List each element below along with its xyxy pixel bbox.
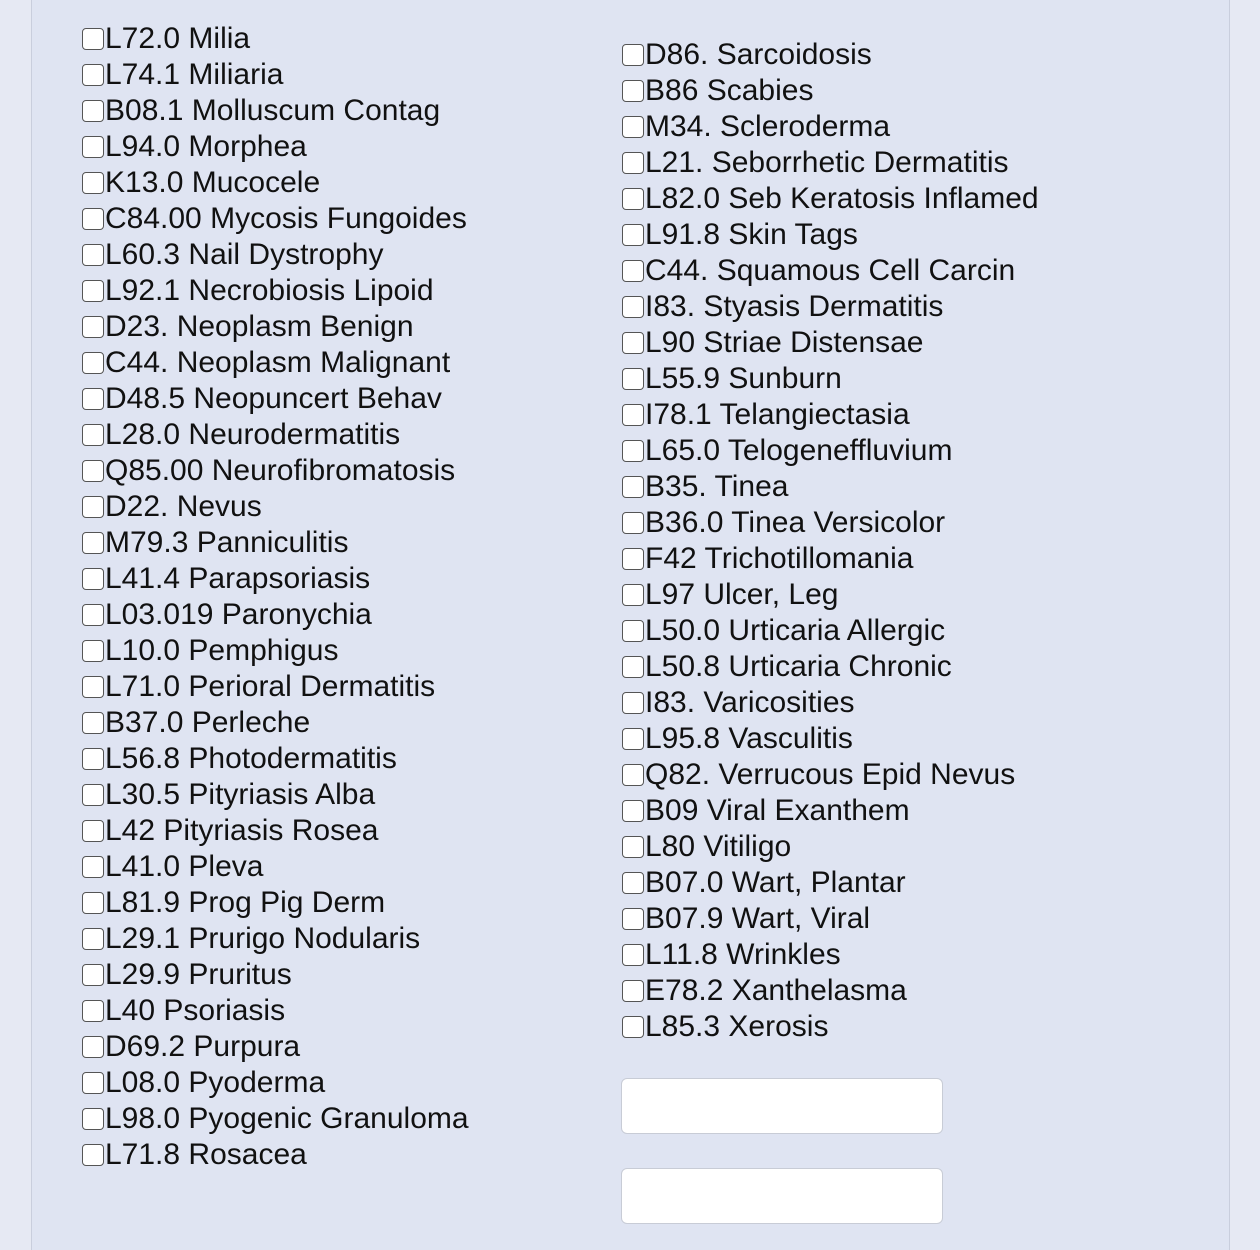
diagnosis-label: B36.0 Tinea Versicolor	[645, 506, 946, 539]
diagnosis-item[interactable]	[80, 1065, 469, 1101]
diagnosis-label: M79.3 Panniculitis	[105, 526, 349, 559]
diagnosis-checkbox[interactable]	[622, 224, 644, 246]
diagnosis-item[interactable]	[620, 577, 1039, 613]
diagnosis-checkbox[interactable]	[622, 368, 644, 390]
diagnosis-checkbox[interactable]	[622, 188, 644, 210]
diagnosis-label: L41.4 Parapsoriasis	[105, 562, 371, 595]
diagnosis-list-right	[620, 37, 1039, 1045]
diagnosis-label: L56.8 Photodermatitis	[105, 742, 397, 775]
diagnosis-checkbox[interactable]	[82, 820, 104, 842]
diagnosis-label: F42 Trichotillomania	[645, 542, 914, 575]
diagnosis-checkbox[interactable]	[622, 1016, 644, 1038]
diagnosis-checkbox[interactable]	[82, 1036, 104, 1058]
diagnosis-item[interactable]	[80, 201, 469, 237]
diagnosis-checkbox[interactable]	[622, 620, 644, 642]
diagnosis-item[interactable]	[620, 325, 1039, 361]
diagnosis-checkbox[interactable]	[82, 856, 104, 878]
diagnosis-label: D22. Nevus	[105, 490, 262, 523]
diagnosis-checkbox[interactable]	[82, 748, 104, 770]
diagnosis-checkbox[interactable]	[622, 296, 644, 318]
diagnosis-item[interactable]	[620, 541, 1039, 577]
diagnosis-label: K13.0 Mucocele	[105, 166, 321, 199]
diagnosis-item[interactable]	[80, 165, 469, 201]
diagnosis-checkbox[interactable]	[622, 800, 644, 822]
other-diagnosis-field-2[interactable]	[621, 1168, 943, 1224]
diagnosis-item[interactable]	[80, 129, 469, 165]
diagnosis-item[interactable]	[80, 813, 469, 849]
diagnosis-checkbox[interactable]	[82, 460, 104, 482]
diagnosis-label: L74.1 Miliaria	[105, 58, 284, 91]
diagnosis-label: L60.3 Nail Dystrophy	[105, 238, 384, 271]
diagnosis-checkbox[interactable]	[622, 728, 644, 750]
diagnosis-label: L50.0 Urticaria Allergic	[645, 614, 946, 647]
diagnosis-label: L97 Ulcer, Leg	[645, 578, 839, 611]
diagnosis-item[interactable]	[80, 849, 469, 885]
diagnosis-item[interactable]	[80, 705, 469, 741]
diagnosis-checkbox[interactable]	[82, 316, 104, 338]
diagnosis-item[interactable]	[620, 721, 1039, 757]
diagnosis-label: I78.1 Telangiectasia	[645, 398, 910, 431]
diagnosis-label: L92.1 Necrobiosis Lipoid	[105, 274, 434, 307]
diagnosis-label: L29.1 Prurigo Nodularis	[105, 922, 421, 955]
diagnosis-label: B07.9 Wart, Viral	[645, 902, 871, 935]
diagnosis-checkbox[interactable]	[622, 872, 644, 894]
diagnosis-item[interactable]	[620, 217, 1039, 253]
diagnosis-label: L98.0 Pyogenic Granuloma	[105, 1102, 469, 1135]
diagnosis-item[interactable]	[80, 309, 469, 345]
diagnosis-checkbox[interactable]	[82, 784, 104, 806]
diagnosis-item[interactable]	[80, 993, 469, 1029]
diagnosis-label: D86. Sarcoidosis	[645, 38, 872, 71]
diagnosis-checkbox[interactable]	[622, 404, 644, 426]
left-frame-border	[0, 0, 32, 1250]
diagnosis-label: B35. Tinea	[645, 470, 789, 503]
diagnosis-checkbox[interactable]	[622, 980, 644, 1002]
diagnosis-label: L65.0 Telogeneffluvium	[645, 434, 953, 467]
diagnosis-label: L91.8 Skin Tags	[645, 218, 858, 251]
diagnosis-item[interactable]	[80, 57, 469, 93]
diagnosis-checkbox[interactable]	[82, 1000, 104, 1022]
diagnosis-checkbox[interactable]	[82, 496, 104, 518]
diagnosis-checkbox[interactable]	[82, 136, 104, 158]
diagnosis-checkbox[interactable]	[82, 388, 104, 410]
diagnosis-item[interactable]	[620, 253, 1039, 289]
diagnosis-checkbox[interactable]	[82, 604, 104, 626]
diagnosis-checkbox[interactable]	[622, 944, 644, 966]
diagnosis-label: L71.0 Perioral Dermatitis	[105, 670, 436, 703]
diagnosis-label: M34. Scleroderma	[645, 110, 891, 143]
diagnosis-item[interactable]	[80, 957, 469, 993]
diagnosis-item[interactable]	[620, 181, 1039, 217]
diagnosis-item[interactable]	[80, 777, 469, 813]
diagnosis-item[interactable]	[620, 361, 1039, 397]
diagnosis-checkbox[interactable]	[622, 152, 644, 174]
diagnosis-checkbox[interactable]	[82, 424, 104, 446]
diagnosis-checkbox[interactable]	[82, 964, 104, 986]
diagnosis-item[interactable]	[80, 525, 469, 561]
diagnosis-checkbox[interactable]	[82, 172, 104, 194]
diagnosis-item[interactable]	[620, 973, 1039, 1009]
diagnosis-checkbox[interactable]	[622, 692, 644, 714]
diagnosis-item[interactable]	[620, 649, 1039, 685]
diagnosis-label: L42 Pityriasis Rosea	[105, 814, 379, 847]
diagnosis-checkbox[interactable]	[82, 208, 104, 230]
diagnosis-checkbox[interactable]	[622, 584, 644, 606]
diagnosis-item[interactable]	[80, 417, 469, 453]
diagnosis-label: L72.0 Milia	[105, 22, 251, 55]
diagnosis-checkbox[interactable]	[622, 80, 644, 102]
diagnosis-item[interactable]	[620, 37, 1039, 73]
diagnosis-checkbox[interactable]	[622, 44, 644, 66]
diagnosis-item[interactable]	[620, 757, 1039, 793]
diagnosis-checkbox[interactable]	[622, 332, 644, 354]
diagnosis-label: L95.8 Vasculitis	[645, 722, 853, 755]
diagnosis-item[interactable]	[620, 613, 1039, 649]
diagnosis-label: L08.0 Pyoderma	[105, 1066, 326, 1099]
diagnosis-item[interactable]	[80, 633, 469, 669]
right-frame-border	[1229, 0, 1260, 1250]
diagnosis-label: Q82. Verrucous Epid Nevus	[645, 758, 1016, 791]
diagnosis-label: L40 Psoriasis	[105, 994, 286, 1027]
diagnosis-label: B07.0 Wart, Plantar	[645, 866, 906, 899]
diagnosis-checkbox[interactable]	[82, 568, 104, 590]
diagnosis-item[interactable]	[80, 597, 469, 633]
diagnosis-item[interactable]	[80, 669, 469, 705]
diagnosis-checkbox[interactable]	[622, 764, 644, 786]
other-diagnosis-field-1[interactable]	[621, 1078, 943, 1134]
diagnosis-list-left	[80, 21, 469, 1173]
diagnosis-checkbox[interactable]	[622, 548, 644, 570]
diagnosis-checkbox[interactable]	[82, 712, 104, 734]
diagnosis-checkbox[interactable]	[622, 116, 644, 138]
diagnosis-checkbox[interactable]	[622, 908, 644, 930]
diagnosis-label: C44. Squamous Cell Carcin	[645, 254, 1016, 287]
diagnosis-checkbox[interactable]	[622, 440, 644, 462]
diagnosis-label: L90 Striae Distensae	[645, 326, 924, 359]
diagnosis-item[interactable]	[80, 381, 469, 417]
diagnosis-checkbox[interactable]	[82, 280, 104, 302]
diagnosis-checkbox[interactable]	[82, 1144, 104, 1166]
diagnosis-checkbox[interactable]	[622, 656, 644, 678]
diagnosis-item[interactable]	[620, 109, 1039, 145]
diagnosis-checkbox[interactable]	[82, 1108, 104, 1130]
diagnosis-label: Q85.00 Neurofibromatosis	[105, 454, 456, 487]
diagnosis-label: I83. Styasis Dermatitis	[645, 290, 944, 323]
diagnosis-item[interactable]	[620, 937, 1039, 973]
diagnosis-label: L71.8 Rosacea	[105, 1138, 307, 1171]
diagnosis-item[interactable]	[620, 469, 1039, 505]
diagnosis-label: L82.0 Seb Keratosis Inflamed	[645, 182, 1039, 215]
diagnosis-item[interactable]	[80, 21, 469, 57]
diagnosis-item[interactable]	[620, 829, 1039, 865]
diagnosis-checkbox[interactable]	[82, 64, 104, 86]
diagnosis-label: B08.1 Molluscum Contag	[105, 94, 441, 127]
diagnosis-item[interactable]	[620, 397, 1039, 433]
diagnosis-label: D69.2 Purpura	[105, 1030, 301, 1063]
diagnosis-label: L21. Seborrhetic Dermatitis	[645, 146, 1009, 179]
diagnosis-label: L30.5 Pityriasis Alba	[105, 778, 376, 811]
diagnosis-label: L41.0 Pleva	[105, 850, 264, 883]
diagnosis-label: L11.8 Wrinkles	[645, 938, 841, 971]
diagnosis-label: D48.5 Neopuncert Behav	[105, 382, 442, 415]
diagnosis-item[interactable]	[620, 901, 1039, 937]
diagnosis-item[interactable]	[80, 453, 469, 489]
diagnosis-item[interactable]	[620, 1009, 1039, 1045]
diagnosis-item[interactable]	[80, 921, 469, 957]
diagnosis-item[interactable]	[80, 273, 469, 309]
diagnosis-label: L94.0 Morphea	[105, 130, 307, 163]
diagnosis-checkbox[interactable]	[82, 244, 104, 266]
diagnosis-item[interactable]	[80, 741, 469, 777]
diagnosis-label: L50.8 Urticaria Chronic	[645, 650, 952, 683]
diagnosis-item[interactable]	[620, 685, 1039, 721]
diagnosis-label: B37.0 Perleche	[105, 706, 311, 739]
diagnosis-checkbox[interactable]	[82, 1072, 104, 1094]
diagnosis-checkbox[interactable]	[622, 476, 644, 498]
diagnosis-label: D23. Neoplasm Benign	[105, 310, 414, 343]
diagnosis-checkbox[interactable]	[622, 260, 644, 282]
diagnosis-label: B09 Viral Exanthem	[645, 794, 910, 827]
diagnosis-label: C44. Neoplasm Malignant	[105, 346, 451, 379]
diagnosis-checkbox[interactable]	[82, 532, 104, 554]
diagnosis-checkbox[interactable]	[82, 352, 104, 374]
diagnosis-item[interactable]	[620, 289, 1039, 325]
diagnosis-item[interactable]	[620, 145, 1039, 181]
diagnosis-label: C84.00 Mycosis Fungoides	[105, 202, 467, 235]
diagnosis-label: L28.0 Neurodermatitis	[105, 418, 401, 451]
diagnosis-item[interactable]	[620, 793, 1039, 829]
diagnosis-label: L29.9 Pruritus	[105, 958, 292, 991]
diagnosis-checkbox[interactable]	[82, 928, 104, 950]
diagnosis-item[interactable]	[620, 433, 1039, 469]
diagnosis-item[interactable]	[80, 1029, 469, 1065]
diagnosis-item[interactable]	[80, 345, 469, 381]
diagnosis-item[interactable]	[80, 1101, 469, 1137]
diagnosis-checkbox[interactable]	[82, 676, 104, 698]
diagnosis-checkbox[interactable]	[622, 512, 644, 534]
diagnosis-label: L85.3 Xerosis	[645, 1010, 829, 1043]
diagnosis-item[interactable]	[80, 93, 469, 129]
diagnosis-label: B86 Scabies	[645, 74, 814, 107]
diagnosis-label: L03.019 Paronychia	[105, 598, 372, 631]
diagnosis-item[interactable]	[620, 505, 1039, 541]
diagnosis-item[interactable]	[620, 73, 1039, 109]
diagnosis-label: L10.0 Pemphigus	[105, 634, 339, 667]
diagnosis-label: L80 Vitiligo	[645, 830, 792, 863]
diagnosis-item[interactable]	[80, 237, 469, 273]
diagnosis-label: L55.9 Sunburn	[645, 362, 842, 395]
diagnosis-item[interactable]	[80, 489, 469, 525]
diagnosis-label: I83. Varicosities	[645, 686, 855, 719]
diagnosis-label: L81.9 Prog Pig Derm	[105, 886, 386, 919]
diagnosis-item[interactable]	[80, 885, 469, 921]
diagnosis-item[interactable]	[80, 561, 469, 597]
diagnosis-checkbox[interactable]	[82, 28, 104, 50]
diagnosis-checkbox[interactable]	[622, 836, 644, 858]
diagnosis-item[interactable]	[80, 1137, 469, 1173]
diagnosis-label: E78.2 Xanthelasma	[645, 974, 907, 1007]
diagnosis-checkbox[interactable]	[82, 640, 104, 662]
diagnosis-checkbox[interactable]	[82, 100, 104, 122]
diagnosis-item[interactable]	[620, 865, 1039, 901]
diagnosis-checkbox[interactable]	[82, 892, 104, 914]
